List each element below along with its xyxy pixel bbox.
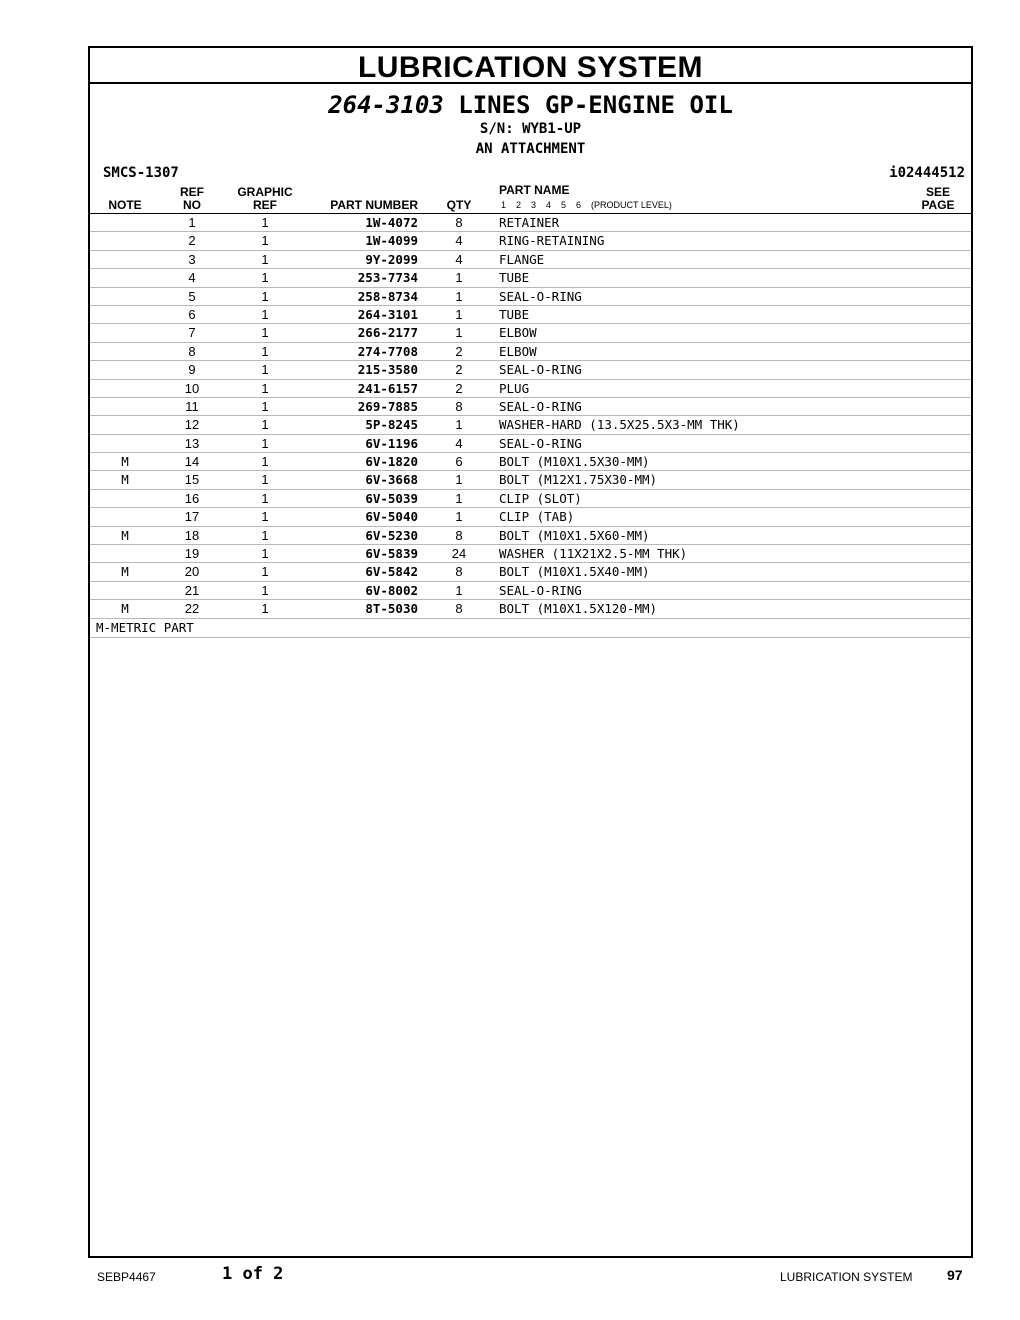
ref-number-cell: 9 bbox=[188, 362, 196, 378]
part-name-cell: SEAL-O-RING bbox=[499, 288, 582, 304]
qty-cell: 1 bbox=[455, 270, 463, 286]
table-row bbox=[90, 288, 971, 306]
note-cell: M bbox=[121, 472, 129, 488]
qty-cell: 2 bbox=[455, 362, 463, 378]
ref-number-cell: 16 bbox=[184, 490, 200, 506]
qty-cell: 8 bbox=[455, 215, 463, 230]
qty-cell: 4 bbox=[455, 233, 463, 249]
qty-cell: 1 bbox=[455, 490, 463, 506]
see-page-header-bottom: PAGE bbox=[921, 198, 955, 212]
part-name-cell: SEAL-O-RING bbox=[499, 362, 582, 378]
qty-cell: 2 bbox=[455, 380, 463, 396]
table-row bbox=[90, 490, 971, 508]
graphic-ref-cell: 1 bbox=[261, 306, 269, 322]
graphic-ref-cell: 1 bbox=[261, 288, 269, 304]
qty-cell: 4 bbox=[455, 251, 463, 267]
ref-number-cell: 12 bbox=[184, 417, 200, 433]
group-title bbox=[90, 91, 971, 119]
qty-cell: 1 bbox=[455, 472, 463, 488]
ref-number-cell: 2 bbox=[188, 233, 196, 249]
part-number-header: PART NUMBER bbox=[330, 198, 418, 212]
qty-cell: 1 bbox=[455, 582, 463, 598]
table-row bbox=[90, 324, 971, 342]
table-row bbox=[90, 214, 971, 232]
part-number-cell: 6V-1820 bbox=[365, 454, 418, 470]
table-row bbox=[90, 600, 971, 618]
note-header: NOTE bbox=[108, 198, 142, 212]
part-number-cell: 6V-5842 bbox=[365, 564, 418, 580]
ref-number-cell: 11 bbox=[185, 398, 199, 414]
graphic-ref-cell: 1 bbox=[261, 362, 269, 378]
note-cell: M bbox=[121, 527, 129, 543]
ref-number-cell: 5 bbox=[188, 288, 196, 304]
graphic-ref-cell: 1 bbox=[261, 601, 269, 617]
graphic-ref-cell: 1 bbox=[261, 380, 269, 396]
ref-number-cell: 15 bbox=[184, 472, 200, 488]
group-type: AN ATTACHMENT bbox=[475, 141, 586, 157]
part-number-cell: 6V-5839 bbox=[365, 546, 418, 562]
qty-cell: 1 bbox=[455, 325, 463, 341]
part-number-cell: 6V-3668 bbox=[365, 472, 418, 488]
graphic-ref-cell: 1 bbox=[261, 527, 269, 543]
table-row bbox=[90, 232, 971, 250]
ref-number-cell: 1 bbox=[188, 215, 196, 230]
part-name-cell: CLIP (SLOT) bbox=[499, 490, 582, 506]
part-number-cell: 6V-5040 bbox=[365, 509, 418, 525]
part-number-cell: 9Y-2099 bbox=[365, 251, 418, 267]
page-footer bbox=[0, 1262, 1020, 1292]
part-name-cell: RETAINER bbox=[499, 215, 560, 230]
ref-header-top: REF bbox=[180, 185, 204, 199]
part-name-cell: BOLT (M10X1.5X120-MM) bbox=[499, 601, 658, 617]
ref-number-cell: 8 bbox=[188, 343, 196, 359]
parts-page-frame bbox=[88, 46, 973, 1258]
graphic-ref-cell: 1 bbox=[261, 582, 269, 598]
table-row bbox=[90, 380, 971, 398]
column-headers bbox=[90, 185, 971, 214]
qty-cell: 8 bbox=[455, 398, 463, 414]
graphic-ref-cell: 1 bbox=[261, 454, 269, 470]
table-row bbox=[90, 545, 971, 563]
part-name-cell: FLANGE bbox=[499, 251, 545, 267]
identifier-line bbox=[90, 163, 971, 185]
part-number-cell: 1W-4099 bbox=[365, 233, 418, 249]
part-name-cell: SEAL-O-RING bbox=[499, 435, 582, 451]
part-name-cell: WASHER-HARD (13.5X25.5X3-MM THK) bbox=[499, 417, 740, 433]
parts-list bbox=[90, 214, 971, 619]
part-name-cell: WASHER (11X21X2.5-MM THK) bbox=[499, 546, 688, 562]
table-row bbox=[90, 361, 971, 379]
table-row bbox=[90, 306, 971, 324]
page-number: 97 bbox=[947, 1267, 963, 1283]
part-number-cell: 269-7885 bbox=[357, 398, 418, 414]
graphic-ref-cell: 1 bbox=[261, 472, 269, 488]
ref-number-cell: 18 bbox=[184, 527, 200, 543]
part-number-cell: 241-6157 bbox=[357, 380, 418, 396]
ref-number-cell: 7 bbox=[188, 325, 196, 341]
ref-number-cell: 14 bbox=[184, 454, 200, 470]
qty-cell: 1 bbox=[455, 509, 463, 525]
part-name-header: PART NAME bbox=[499, 183, 570, 197]
part-number-cell: 6V-5039 bbox=[365, 490, 418, 506]
graphic-ref-cell: 1 bbox=[261, 325, 269, 341]
group-name: LINES GP-ENGINE OIL bbox=[458, 91, 733, 119]
graphic-header-top: GRAPHIC bbox=[237, 185, 293, 199]
ref-number-cell: 13 bbox=[184, 435, 200, 451]
qty-cell: 1 bbox=[455, 288, 463, 304]
note-cell: M bbox=[121, 601, 129, 617]
note-cell: M bbox=[121, 564, 129, 580]
qty-cell: 8 bbox=[455, 601, 463, 617]
ref-number-cell: 20 bbox=[184, 564, 200, 580]
ref-number-cell: 3 bbox=[188, 251, 196, 267]
part-name-cell: RING-RETAINING bbox=[499, 233, 605, 249]
qty-cell: 1 bbox=[455, 417, 463, 433]
graphic-ref-cell: 1 bbox=[261, 509, 269, 525]
part-name-cell: TUBE bbox=[499, 270, 530, 286]
publication-number: SEBP4467 bbox=[97, 1270, 156, 1284]
ref-number-cell: 22 bbox=[184, 601, 200, 617]
part-number-cell: 274-7708 bbox=[357, 343, 418, 359]
table-row bbox=[90, 343, 971, 361]
qty-cell: 6 bbox=[455, 454, 463, 470]
part-name-cell: SEAL-O-RING bbox=[499, 398, 582, 414]
see-page-header-top: SEE bbox=[925, 185, 950, 199]
table-row bbox=[90, 453, 971, 471]
graphic-header-bottom: REF bbox=[253, 198, 277, 212]
section-title: LUBRICATION SYSTEM bbox=[90, 48, 971, 84]
part-name-cell: ELBOW bbox=[499, 343, 537, 359]
footer-section-name: LUBRICATION SYSTEM bbox=[780, 1270, 913, 1284]
graphic-ref-cell: 1 bbox=[261, 215, 269, 230]
table-row bbox=[90, 251, 971, 269]
graphic-ref-cell: 1 bbox=[261, 564, 269, 580]
part-name-cell: BOLT (M10X1.5X60-MM) bbox=[499, 527, 650, 543]
part-number-cell: 5P-8245 bbox=[365, 417, 418, 433]
part-number-cell: 258-8734 bbox=[357, 288, 418, 304]
graphic-ref-cell: 1 bbox=[261, 233, 269, 249]
qty-cell: 2 bbox=[455, 343, 463, 359]
part-number-cell: 215-3580 bbox=[357, 362, 418, 378]
part-name-cell: BOLT (M12X1.75X30-MM) bbox=[499, 472, 658, 488]
qty-cell: 4 bbox=[455, 435, 463, 451]
table-row bbox=[90, 471, 971, 489]
part-name-cell: ELBOW bbox=[499, 325, 537, 341]
group-number: 264-3103 bbox=[328, 91, 444, 119]
graphic-ref-cell: 1 bbox=[261, 417, 269, 433]
part-number-cell: 6V-1196 bbox=[365, 435, 418, 451]
ref-header-bottom: NO bbox=[183, 198, 201, 212]
part-name-cell: BOLT (M10X1.5X30-MM) bbox=[499, 454, 650, 470]
part-name-cell: SEAL-O-RING bbox=[499, 582, 582, 598]
table-row bbox=[90, 527, 971, 545]
table-row bbox=[90, 582, 971, 600]
graphic-ref-cell: 1 bbox=[261, 435, 269, 451]
table-row bbox=[90, 435, 971, 453]
table-row bbox=[90, 508, 971, 526]
smcs-code: SMCS-1307 bbox=[103, 165, 179, 181]
graphic-ref-cell: 1 bbox=[261, 343, 269, 359]
part-name-cell: PLUG bbox=[499, 380, 530, 396]
ref-number-cell: 4 bbox=[188, 270, 196, 286]
part-number-cell: 264-3101 bbox=[357, 306, 418, 322]
qty-cell: 24 bbox=[451, 546, 467, 562]
ref-number-cell: 10 bbox=[184, 380, 200, 396]
table-row bbox=[90, 563, 971, 581]
graphic-ref-cell: 1 bbox=[261, 251, 269, 267]
qty-cell: 1 bbox=[455, 306, 463, 322]
ref-number-cell: 21 bbox=[184, 582, 200, 598]
metric-part-footnote: M-METRIC PART bbox=[90, 619, 971, 638]
ref-number-cell: 17 bbox=[184, 509, 200, 525]
table-row bbox=[90, 269, 971, 287]
part-number-cell: 253-7734 bbox=[357, 270, 418, 286]
ref-number-cell: 6 bbox=[188, 306, 196, 322]
qty-header: QTY bbox=[446, 198, 472, 212]
page-of: 1 of 2 bbox=[222, 1264, 284, 1284]
part-number-cell: 6V-5230 bbox=[365, 527, 418, 543]
graphic-ref-cell: 1 bbox=[261, 546, 269, 562]
part-name-cell: TUBE bbox=[499, 306, 530, 322]
table-row bbox=[90, 416, 971, 434]
qty-cell: 8 bbox=[455, 564, 463, 580]
part-name-cell: BOLT (M10X1.5X40-MM) bbox=[499, 564, 650, 580]
part-number-cell: 8T-5030 bbox=[365, 601, 418, 617]
product-level-header: 1 2 3 4 5 6 (PRODUCT LEVEL) bbox=[501, 200, 672, 210]
qty-cell: 8 bbox=[455, 527, 463, 543]
serial-number: S/N: WYB1-UP bbox=[479, 121, 582, 137]
graphic-ref-cell: 1 bbox=[261, 490, 269, 506]
illustration-id: i02444512 bbox=[889, 165, 965, 181]
part-number-cell: 266-2177 bbox=[357, 325, 418, 341]
part-name-cell: CLIP (TAB) bbox=[499, 509, 575, 525]
part-number-cell: 1W-4072 bbox=[365, 215, 418, 230]
graphic-ref-cell: 1 bbox=[261, 398, 269, 414]
table-row bbox=[90, 398, 971, 416]
part-number-cell: 6V-8002 bbox=[365, 582, 418, 598]
graphic-ref-cell: 1 bbox=[261, 270, 269, 286]
ref-number-cell: 19 bbox=[184, 546, 200, 562]
note-cell: M bbox=[121, 454, 129, 470]
